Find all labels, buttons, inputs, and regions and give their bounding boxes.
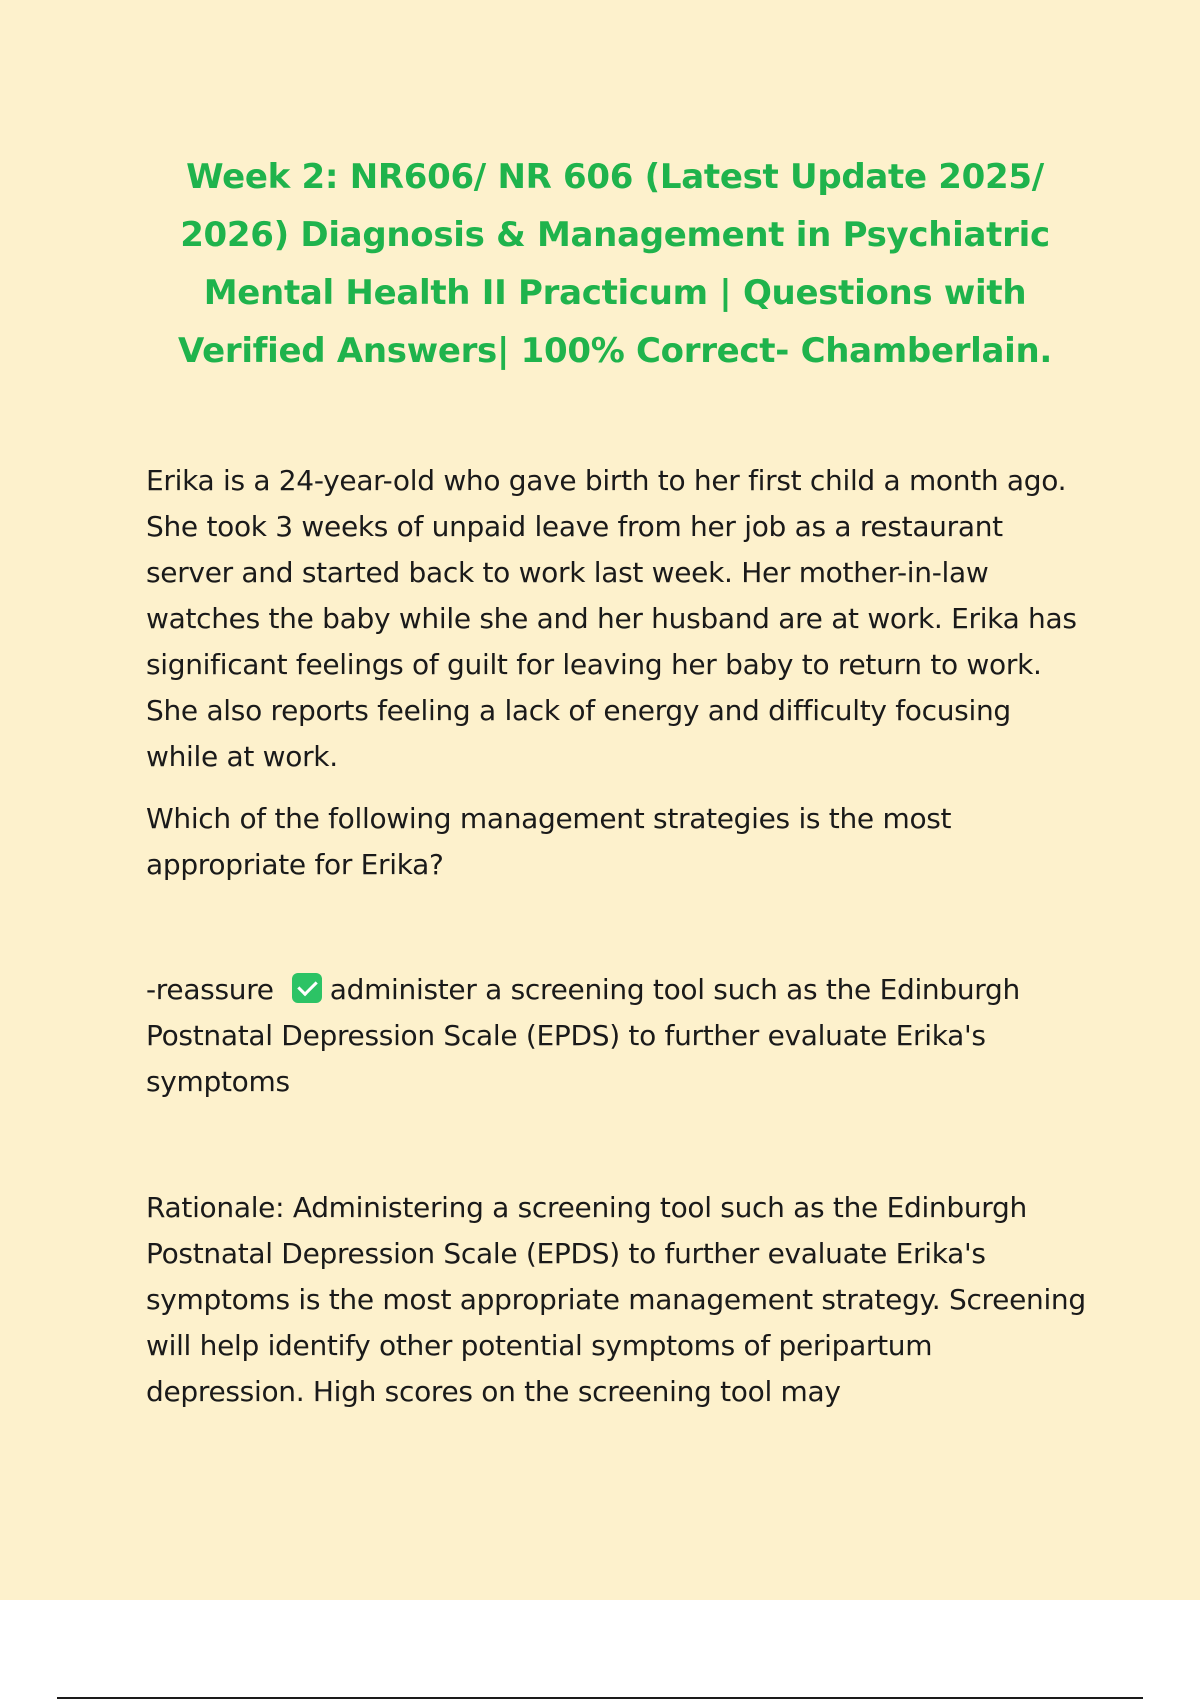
check-mark-icon [292,973,322,1003]
rationale-paragraph: Rationale: Administering a screening tool such as the Edinburgh Postnatal Depression Scale (EPDS) to further evaluate Erika's symptoms is the most appropriate management strategy. Screening will help identify other potential symptoms of peripartum depression. High scores on the screening tool may [146,1191,1086,1408]
correct-answer-text: administer a screening tool such as the Edinburgh Postnatal Depression Scale (EPDS) to further evaluate Erika's symptoms [146,973,1020,1098]
question-paragraph: Which of the following management strategies is the most appropriate for Erika? [146,802,952,881]
document-title: Week 2: NR606/ NR 606 (Latest Update 2025/ 2026) Diagnosis & Management in Psychiatric Mental Health II Practicum | Questions with Verified Answers| 100% Correct- Chamberlain. [177,157,1053,371]
answer-option-prefix: -reassure [146,973,274,1006]
answer-paragraph [146,967,1086,1105]
page-divider [57,1697,1143,1699]
scenario-paragraph: Erika is a 24-year-old who gave birth to her first child a month ago. She took 3 weeks of unpaid leave from her job as a restaurant server and started back to work last week. Her mother-in-law watches the baby while she and her husband are at work. Erika has significant feelings of guilt for leaving her baby to return to work. She also reports feeling a lack of energy and difficulty focusing while at work. [146,464,1077,773]
